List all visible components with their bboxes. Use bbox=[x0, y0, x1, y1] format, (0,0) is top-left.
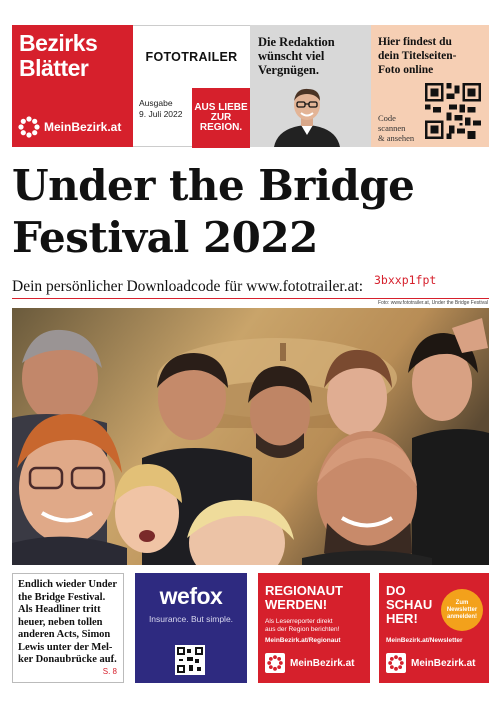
editor-greeting bbox=[250, 25, 371, 147]
newsletter-link[interactable]: MeinBezirk.at/Newsletter bbox=[386, 637, 463, 644]
download-code-label: Dein persönlicher Downloadcode für www.fototrailer.at: bbox=[12, 278, 364, 295]
flower-logo-icon bbox=[18, 116, 40, 138]
article-teaser[interactable] bbox=[12, 573, 124, 683]
qr-code-icon[interactable] bbox=[425, 83, 481, 139]
qr-promo-text: Hier findest du dein Titelseiten- Foto online bbox=[378, 36, 457, 76]
divider bbox=[12, 298, 489, 299]
photo-credit: Foto: www.fototrailer.at, Under the Bridge Festival bbox=[377, 300, 488, 306]
wefox-qr-code-icon[interactable] bbox=[175, 645, 205, 675]
issue-info: Ausgabe 9. Juli 2022 bbox=[139, 98, 183, 119]
teaser-text: Endlich wieder Under the Bridge Festival. Als Headliner tritt heuer, neben tollen anderen Acts, Simon Lewis unter der Mel- ker Donaubrücke auf. bbox=[18, 579, 117, 665]
download-code[interactable]: 3bxxp1fpt bbox=[374, 273, 437, 287]
editor-greeting-text: Die Redaktion wünscht viel Vergnügen. bbox=[258, 35, 335, 77]
brand-logo: Bezirks Blätter bbox=[19, 30, 98, 81]
section-title: FOTOTRAILER bbox=[145, 50, 238, 64]
masthead bbox=[12, 25, 489, 147]
brand-site: MeinBezirk.at bbox=[18, 116, 121, 138]
group-photo bbox=[12, 308, 489, 565]
regionaut-link[interactable]: MeinBezirk.at/Regionaut bbox=[265, 637, 341, 644]
regionaut-site: MeinBezirk.at bbox=[265, 653, 354, 673]
regionaut-title: REGIONAUT WERDEN! bbox=[265, 583, 343, 612]
wefox-logo: wefox bbox=[159, 583, 223, 609]
regionaut-text: Als Leserreporter direkt aus der Region berichten! bbox=[265, 618, 340, 633]
qr-promo bbox=[371, 25, 489, 147]
section-block bbox=[133, 25, 250, 147]
brand-block bbox=[12, 25, 133, 147]
regionaut-promo[interactable] bbox=[258, 573, 370, 683]
editor-portrait bbox=[270, 83, 344, 147]
teaser-page-ref: S. 8 bbox=[102, 667, 117, 676]
headline: Under the Bridge Festival 2022 bbox=[12, 161, 415, 262]
newsletter-site: MeinBezirk.at bbox=[386, 653, 475, 673]
wefox-tagline: Insurance. But simple. bbox=[148, 614, 234, 624]
flower-logo-icon bbox=[386, 653, 406, 673]
slogan-box: AUS LIEBE ZUR REGION. bbox=[192, 88, 250, 148]
newsletter-badge[interactable]: Zum Newsletter anmelden! bbox=[441, 589, 483, 631]
flower-logo-icon bbox=[265, 653, 285, 673]
newsletter-title: DO SCHAU HER! bbox=[386, 583, 433, 626]
newsletter-promo[interactable] bbox=[379, 573, 489, 683]
scan-hint: Code scannen & ansehen bbox=[378, 113, 415, 143]
wefox-ad[interactable] bbox=[135, 573, 247, 683]
